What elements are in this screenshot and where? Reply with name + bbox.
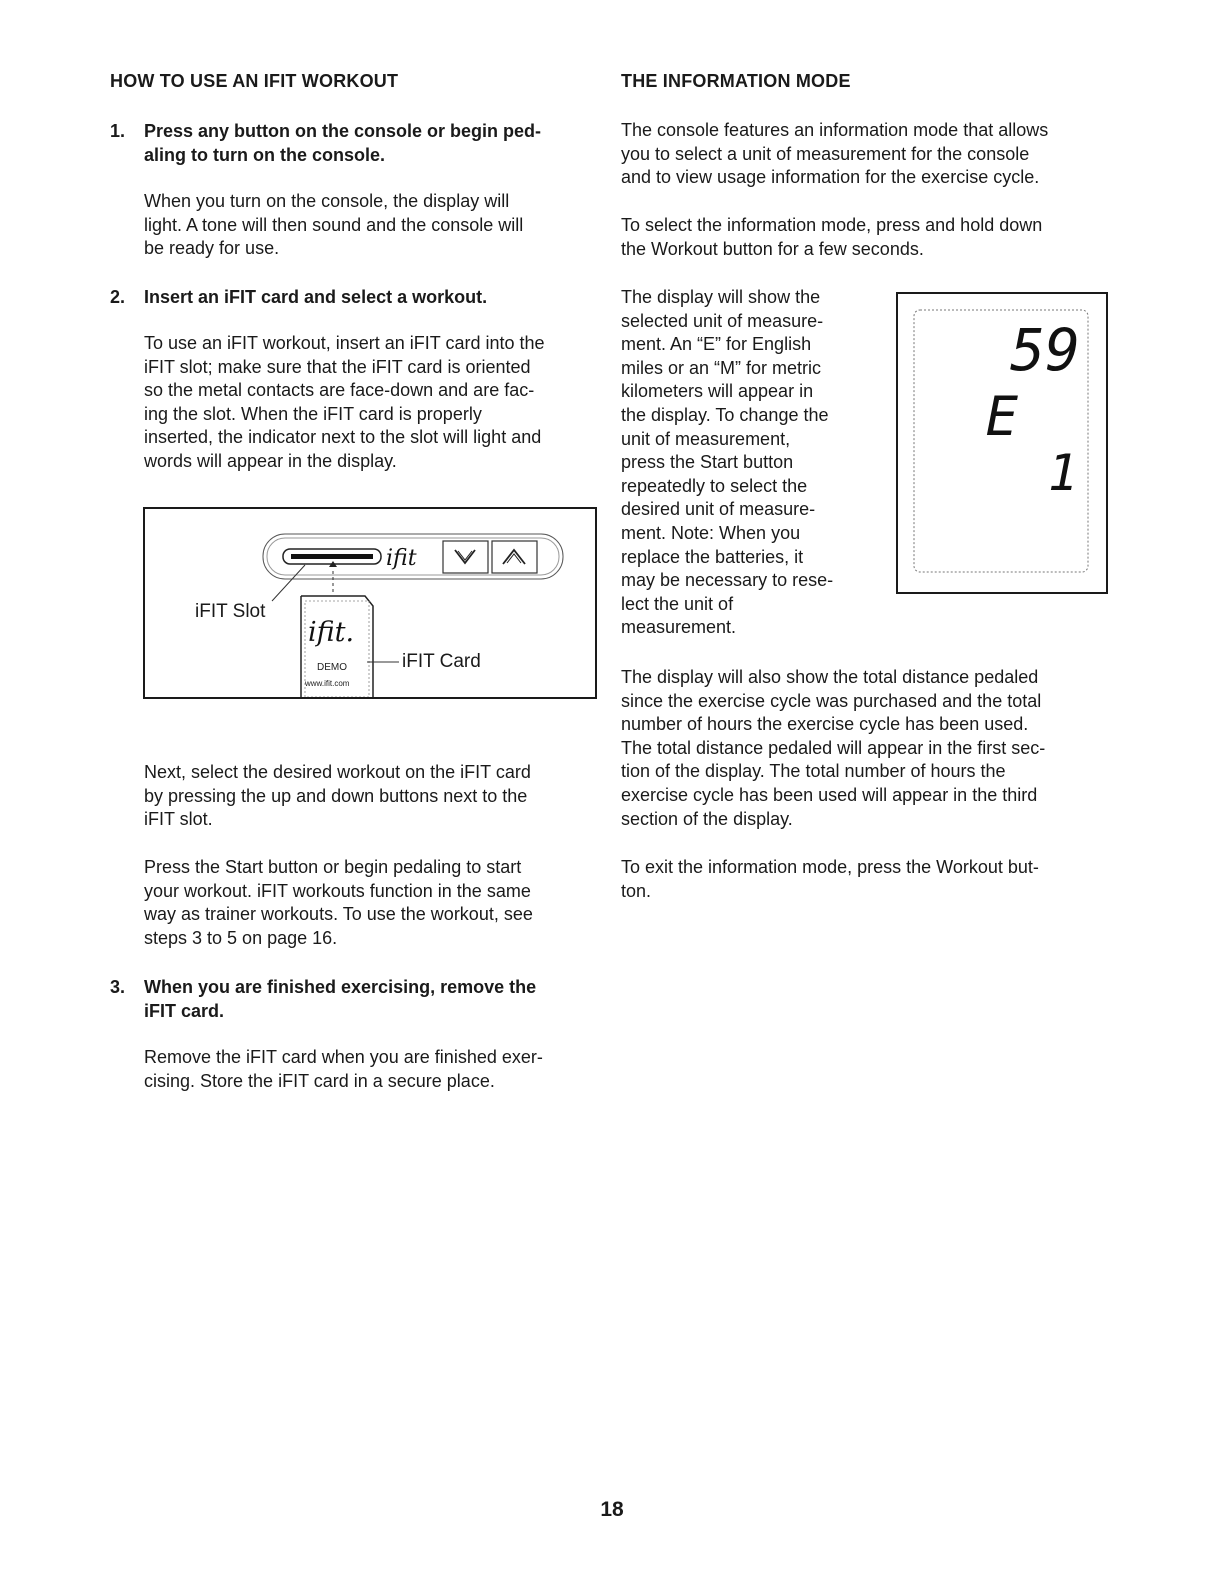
step-1-paragraph — [144, 190, 523, 261]
step-3 — [110, 975, 600, 1025]
text-line: kilometers will appear in — [621, 381, 814, 402]
text-line: iFIT slot; make sure that the iFIT card is oriented — [144, 356, 531, 377]
card-url-text: www.ifit.com — [305, 679, 350, 688]
hours-readout: 1 — [1047, 444, 1078, 502]
console-display-figure — [896, 292, 1108, 594]
info-paragraph-4 — [621, 666, 1045, 831]
info-paragraph-5 — [621, 856, 1039, 903]
text-line: The display will also show the total distance pedaled — [621, 667, 1039, 687]
step-number: 3. — [110, 977, 126, 997]
text-line: lect the unit of — [621, 593, 734, 614]
info-paragraph-3 — [621, 286, 833, 640]
step-3-title-line-2: iFIT card. — [144, 1001, 225, 1021]
text-line: ing the slot. When the iFIT card is properly — [144, 403, 482, 424]
text-line: so the metal contacts are face-down and are fac- — [144, 380, 535, 401]
text-line: the Workout button for a few seconds. — [621, 238, 924, 259]
text-line: cising. Store the iFIT card in a secure place. — [144, 1070, 495, 1091]
text-line: way as trainer workouts. To use the workout, see — [144, 904, 533, 925]
distance-readout: 59 — [1010, 316, 1080, 384]
text-line: since the exercise cycle was purchased and the total — [621, 690, 1042, 711]
text-line: section of the display. — [621, 808, 793, 829]
text-line: ton. — [621, 880, 652, 901]
text-line: words will appear in the display. — [144, 450, 397, 471]
text-line: Press the Start button or begin pedaling to start — [144, 857, 522, 877]
text-line: inserted, the indicator next to the slot will light and — [144, 427, 542, 448]
text-line: your workout. iFIT workouts function in the same — [144, 880, 531, 901]
text-line: unit of measurement, — [621, 428, 791, 449]
step-2-paragraph-2 — [144, 761, 531, 832]
text-line: and to view usage information for the exercise cycle. — [621, 167, 1040, 188]
section-heading-ifit-workout: HOW TO USE AN IFIT WORKOUT — [110, 71, 399, 91]
text-line: may be necessary to rese- — [621, 570, 834, 591]
info-paragraph-2 — [621, 214, 1042, 261]
text-line: The display will show the — [621, 287, 821, 307]
ifit-figure — [143, 507, 597, 699]
text-line: To use an iFIT workout, insert an iFIT card into the — [144, 333, 545, 353]
text-line: measurement. — [621, 617, 737, 638]
text-line: The total distance pedaled will appear in the first sec- — [621, 737, 1046, 758]
step-number: 1. — [110, 121, 126, 141]
up-button[interactable] — [492, 541, 537, 573]
text-line: repeatedly to select the — [621, 475, 808, 496]
text-line: replace the batteries, it — [621, 546, 804, 567]
step-2 — [110, 285, 600, 311]
ifit-slot — [283, 549, 381, 567]
console-logo-text: ifit — [386, 546, 417, 571]
text-line: exercise cycle has been used will appear in the third — [621, 784, 1038, 805]
text-line: steps 3 to 5 on page 16. — [144, 927, 338, 948]
text-line: be ready for use. — [144, 238, 280, 259]
step-1-title-line-1: Press any button on the console or begin ped- — [144, 121, 542, 141]
lcd-row-3 — [1048, 444, 1078, 502]
text-line: number of hours the exercise cycle has been used. — [621, 714, 1029, 735]
lcd-row-1 — [1010, 316, 1080, 384]
card-demo-text: DEMO — [317, 662, 347, 673]
ifit-card — [301, 596, 373, 697]
step-3-title-line-1: When you are finished exercising, remove the — [144, 977, 537, 997]
text-line: The console features an information mode that allows — [621, 120, 1049, 140]
step-1 — [110, 119, 600, 169]
info-paragraph-1 — [621, 119, 1048, 190]
page-number: 18 — [600, 1498, 624, 1521]
unit-readout: E — [985, 385, 1018, 448]
text-line: tion of the display. The total number of hours the — [621, 761, 1006, 782]
text-line: When you turn on the console, the display will — [144, 191, 510, 211]
step-number: 2. — [110, 287, 126, 307]
text-line: ment. Note: When you — [621, 522, 801, 543]
text-line: ment. An “E” for English — [621, 334, 812, 355]
step-1-title-line-2: aling to turn on the console. — [144, 145, 385, 165]
down-button[interactable] — [443, 541, 488, 573]
text-line: miles or an “M” for metric — [621, 357, 822, 378]
text-line: Remove the iFIT card when you are finished exer- — [144, 1047, 543, 1067]
card-logo-text: ifit. — [308, 617, 355, 648]
text-line: by pressing the up and down buttons next to the — [144, 785, 528, 806]
text-line: Next, select the desired workout on the iFIT card — [144, 762, 531, 782]
lcd-display — [898, 294, 1106, 592]
ifit-logo-icon — [386, 546, 417, 571]
step-2-title: Insert an iFIT card and select a workout. — [144, 287, 488, 307]
text-line: you to select a unit of measurement for the console — [621, 143, 1030, 164]
text-line: light. A tone will then sound and the console will — [144, 214, 524, 235]
step-2-paragraph-3 — [144, 856, 533, 950]
text-line: press the Start button — [621, 452, 794, 473]
ifit-card-label: iFIT Card — [402, 651, 481, 672]
text-line: selected unit of measure- — [621, 310, 824, 331]
ifit-slot-label: iFIT Slot — [195, 601, 266, 622]
step-3-paragraph — [144, 1046, 543, 1093]
text-line: the display. To change the — [621, 404, 829, 425]
text-line: To select the information mode, press and hold down — [621, 215, 1043, 235]
text-line: iFIT slot. — [144, 809, 213, 830]
text-line: To exit the information mode, press the Workout but- — [621, 857, 1039, 877]
section-heading-information-mode: THE INFORMATION MODE — [621, 71, 851, 91]
step-2-paragraph — [144, 332, 545, 474]
lcd-row-2 — [985, 385, 1018, 448]
text-line: desired unit of measure- — [621, 499, 816, 520]
